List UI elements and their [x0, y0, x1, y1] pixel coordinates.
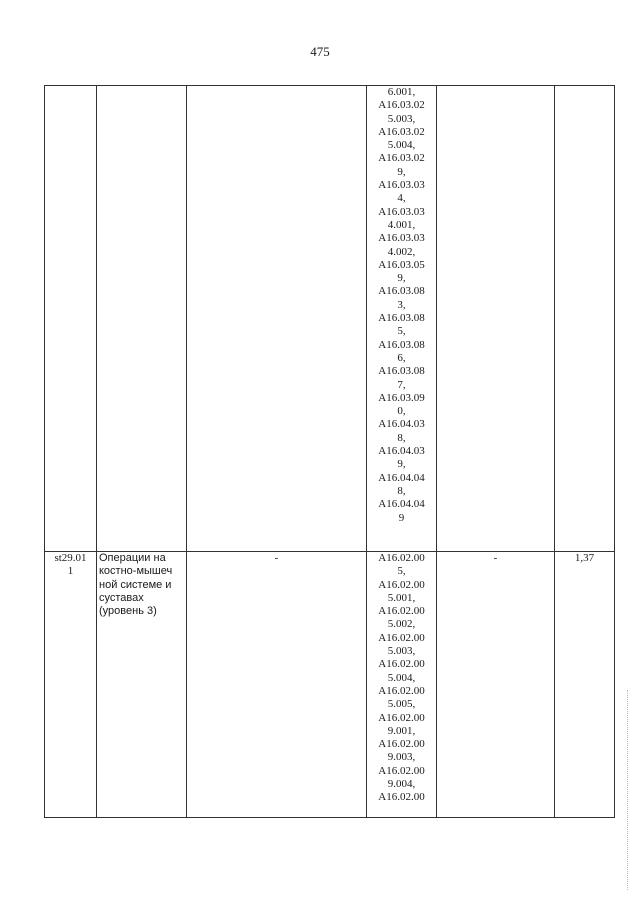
- cell-operation-codes: [367, 552, 437, 818]
- operation-code-line: 9,: [397, 165, 406, 178]
- operation-code-line: A16.03.03: [378, 179, 425, 192]
- cell-coefficient: 1,37: [555, 552, 615, 818]
- operation-code-line: 9,: [397, 272, 406, 285]
- page-number: 475: [310, 44, 330, 59]
- operation-code-line: A16.03.08: [378, 365, 425, 378]
- operation-code-line: A16.04.03: [378, 418, 425, 431]
- operation-code-line: A16.02.00: [378, 684, 425, 697]
- cell-col5: [437, 86, 555, 552]
- operation-code-line: 5.004,: [387, 139, 416, 152]
- cell-coefficient: [555, 86, 615, 552]
- operation-code-line: A16.02.00: [378, 791, 425, 804]
- operation-code-line: 5.002,: [387, 618, 416, 631]
- operation-code-line: 4.002,: [387, 245, 416, 258]
- ksg-name-line: ной системе и: [99, 578, 172, 591]
- operation-code-line: 4,: [397, 192, 406, 205]
- operation-code-line: A16.02.00: [378, 578, 425, 591]
- operation-code-line: 6,: [397, 351, 406, 364]
- operation-code-line: 9.001,: [387, 724, 416, 737]
- operation-code-line: 5,: [397, 565, 406, 578]
- ksg-name-line: суставах: [99, 591, 144, 604]
- cell-operation-codes: [367, 86, 437, 552]
- ksg-code-line: st29.01: [54, 552, 87, 564]
- operation-code-line: 7,: [397, 378, 406, 391]
- operation-code-line: A16.04.04: [378, 498, 425, 511]
- operation-code-line: A16.03.08: [378, 338, 425, 351]
- cell-ksg-name: [97, 86, 187, 552]
- operation-code-line: 0,: [397, 405, 406, 418]
- cell-ksg-code: [45, 552, 97, 818]
- operation-code-line: A16.02.00: [378, 658, 425, 671]
- ksg-name-line: Операции на: [99, 552, 166, 564]
- operation-code-line: A16.02.00: [378, 764, 425, 777]
- operation-code-line: 8,: [397, 431, 406, 444]
- operation-code-line: A16.02.00: [378, 605, 425, 618]
- operation-code-line: A16.02.00: [378, 631, 425, 644]
- ksg-name-line: (уровень 3): [99, 605, 157, 618]
- table-row-continued: [45, 86, 615, 552]
- operation-code-line: A16.03.05: [378, 258, 425, 271]
- operation-code-line: 5.004,: [387, 671, 416, 684]
- cell-col5: -: [437, 552, 555, 818]
- operation-code-line: 5.005,: [387, 698, 416, 711]
- operation-code-line: A16.03.02: [378, 152, 425, 165]
- operation-code-line: A16.02.00: [378, 738, 425, 751]
- operation-code-line: 8,: [397, 484, 406, 497]
- cell-col3: -: [187, 552, 367, 818]
- operation-code-line: A16.03.02: [378, 99, 425, 112]
- operation-code-line: 4.001,: [387, 218, 416, 231]
- cell-ksg-code: [45, 86, 97, 552]
- operation-code-line: A16.03.02: [378, 125, 425, 138]
- operation-code-line: A16.02.00: [378, 552, 425, 564]
- operation-code-line: 3,: [397, 298, 406, 311]
- operation-code-line: A16.03.03: [378, 232, 425, 245]
- operation-code-line: A16.04.04: [378, 471, 425, 484]
- ksg-code-line: 1: [67, 565, 74, 578]
- operation-code-line: 9.003,: [387, 751, 416, 764]
- operation-code-line: A16.03.08: [378, 285, 425, 298]
- tariff-table: [44, 85, 615, 818]
- operation-code-line: A16.03.09: [378, 391, 425, 404]
- operation-code-line: 5.001,: [387, 591, 416, 604]
- ksg-name-line: костно-мышеч: [99, 565, 173, 578]
- operation-codes-list: [369, 86, 434, 525]
- operation-code-line: 5,: [397, 325, 406, 338]
- operation-code-line: 9,: [397, 458, 406, 471]
- cell-col3: [187, 86, 367, 552]
- operation-code-line: 5.003,: [387, 112, 416, 125]
- operation-code-line: A16.02.00: [378, 711, 425, 724]
- operation-codes-list: [369, 552, 434, 805]
- operation-code-line: 6.001,: [387, 86, 416, 98]
- operation-code-line: 9: [398, 511, 405, 524]
- margin-scan-marks: [627, 690, 632, 890]
- operation-code-line: 5.003,: [387, 645, 416, 658]
- operation-code-line: A16.04.03: [378, 445, 425, 458]
- cell-ksg-name: [97, 552, 187, 818]
- operation-code-line: 9.004,: [387, 778, 416, 791]
- operation-code-line: A16.03.08: [378, 312, 425, 325]
- table-row-st29-011: [45, 552, 615, 818]
- operation-code-line: A16.03.03: [378, 205, 425, 218]
